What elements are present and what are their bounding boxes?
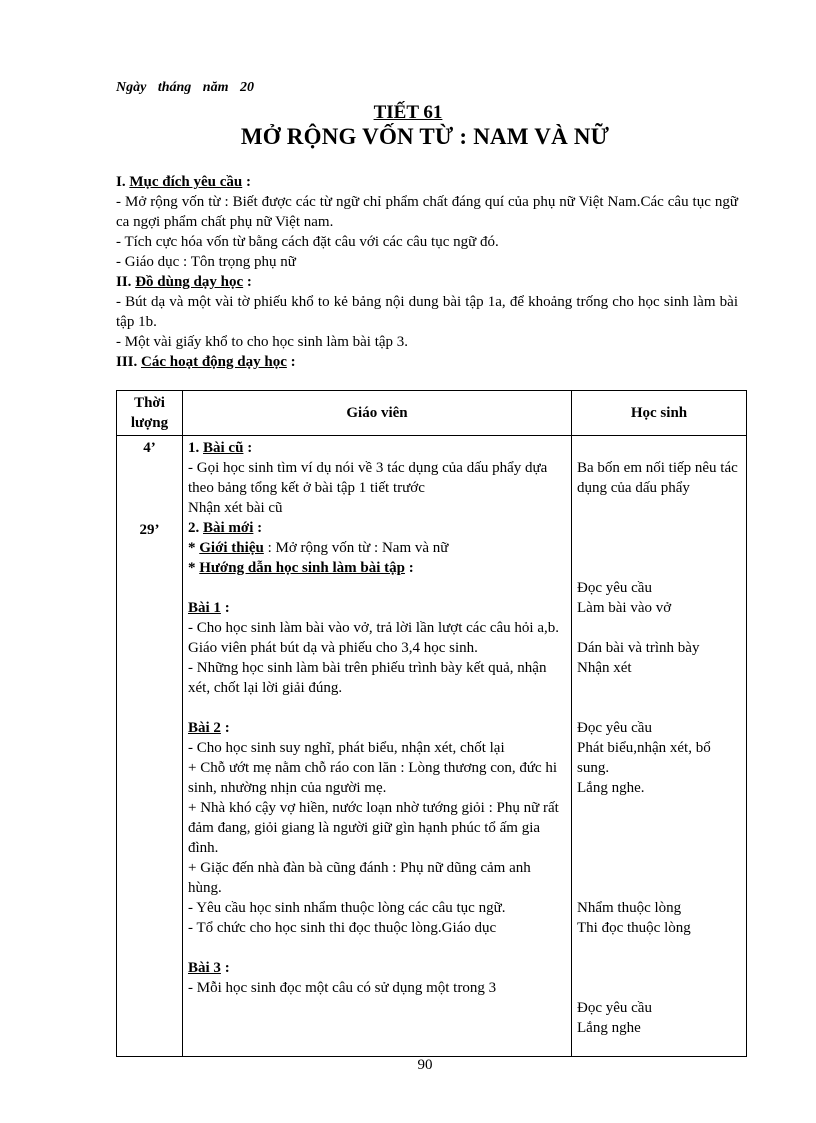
table-row — [117, 436, 747, 1057]
section-heading: II. Đồ dùng dạy học : — [116, 274, 252, 290]
time-cell: 4’ 29’ — [117, 436, 183, 1057]
objective-line: - Tích cực hóa vốn từ bằng cách đặt câu với các câu tục ngữ đó. — [116, 234, 499, 250]
objectives-section — [116, 172, 738, 372]
date-line: Ngày tháng năm 20 — [116, 80, 254, 95]
lesson-number: TIẾT 61 — [373, 102, 443, 123]
header-time: Thời lượng — [117, 391, 183, 436]
page-title: MỞ RỘNG VỐN TỪ : NAM VÀ NỮ — [240, 124, 610, 149]
header-teacher: Giáo viên — [183, 391, 572, 436]
section-heading: I. Mục đích yêu cầu : — [116, 174, 252, 190]
student-cell: Ba bốn em nối tiếp nêu tác dụng của dấu phẩy Đọc yêu cầu Làm bài vào vở Dán bài và trình bày Nhận xét Đọc yêu cầu Phát biểu,nhận xét, bổ sung. Lắng nghe. Nhẩm thuộc lòng Thi đọc thuộc lòng Đọc yêu cầu Lắng nghe — [572, 436, 747, 1057]
header-student: Học sinh — [572, 391, 747, 436]
material-line: - Một vài giấy khổ to cho học sinh làm bài tập 3. — [116, 334, 409, 350]
section-heading: III. Các hoạt động dạy học : — [116, 354, 296, 370]
table-header-row — [117, 391, 747, 436]
objective-line: - Mở rộng vốn từ : Biết được các từ ngữ chỉ phẩm chất đáng quí của phụ nữ Việt Nam.Các câu tục ngữ ca ngợi phẩm chất phụ nữ Việt nam. — [116, 194, 738, 230]
activities-table — [116, 390, 747, 1057]
objective-line: - Giáo dục : Tôn trọng phụ nữ — [116, 254, 296, 270]
material-line: - Bút dạ và một vài tờ phiếu khổ to kẻ bảng nội dung bài tập 1a, để khoảng trống cho học sinh làm bài tập 1b. — [116, 294, 738, 330]
teacher-cell: 1. Bài cũ : - Gọi học sinh tìm ví dụ nói về 3 tác dụng của dấu phẩy dựa theo bảng tổng kết ở bài tập 1 tiết trước Nhận xét bài cũ 2. Bài mới : * Giới thiệu : Mở rộng vốn từ : Nam và nữ * Hướng dẫn học sinh làm bài tập : Bài 1 : - Cho học sinh làm bài vào vở, trả lời lần lượt các câu hỏi a,b. Giáo viên phát bút dạ và phiếu cho 3,4 học sinh. - Những học sinh làm bài trên phiếu trình bày kết quả, nhận xét, chốt lại lời giải đúng. Bài 2 : - Cho học sinh suy nghĩ, phát biểu, nhận xét, chốt lại + Chỗ ướt mẹ nằm chỗ ráo con lăn : Lòng thương con, đức hi sinh, nhường nhịn của người mẹ. + Nhà khó cậy vợ hiền, nước loạn nhờ tướng giỏi : Phụ nữ rất đảm đang, giỏi giang là người giữ gìn hạnh phúc tổ ấm gia đình. + Giặc đến nhà đàn bà cũng đánh : Phụ nữ dũng cảm anh hùng. - Yêu cầu học sinh nhẩm thuộc lòng các câu tục ngữ. - Tổ chức cho học sinh thi đọc thuộc lòng.Giáo dục Bài 3 : - Mỗi học sinh đọc một câu có sử dụng một trong 3 — [183, 436, 572, 1057]
page-number: 90 — [417, 1057, 433, 1073]
